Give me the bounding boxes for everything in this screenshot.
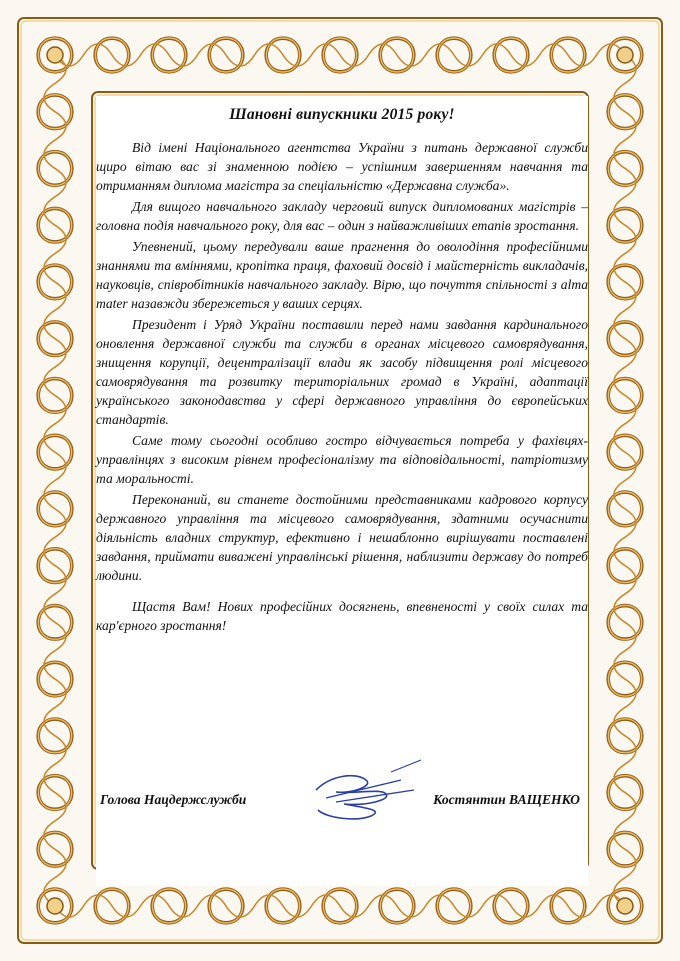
paragraph-4: Президент і Уряд України поставили перед нами завдання кардинального оновлення державної служби та служби в органах місцевого самоврядування, знищення корупції, децентралізації влади як засобу підвищення ролі місцевого самоврядування та розвитку територіальних громад в Україні, адаптації українського законодавства у сфері державного управління до європейських стандартів. <box>96 317 588 427</box>
signer-position: Голова Нацдержслужби <box>100 792 247 807</box>
paragraph-6: Переконаний, ви станете достойними представниками кадрового корпусу державного управління та місцевого самоврядування, здатними осучаснити діяльність владних структур, ефективно і нешаблонно вирішувати поставлені завдання, приймати виважені управлінські рішення, наблизити державу до потреб людини. <box>96 492 588 583</box>
paragraph-2: Для вищого навчального закладу черговий випуск дипломованих магістрів – головна подія навчального року, для вас – один з найважливіших етапів зростання. <box>96 199 588 233</box>
letter-title: Шановні випускники 2015 року! <box>229 106 455 123</box>
closing-wishes: Щастя Вам! Нових професійних досягнень, впевненості у своїх силах та кар'єрного зростання! <box>96 599 588 633</box>
signer-name: Костянтин ВАЩЕНКО <box>433 792 580 807</box>
handwritten-signature-icon <box>296 750 426 840</box>
paragraph-3: Упевнений, цьому передували ваше прагнення до оволодіння професійними знаннями та вміннями, кропітка праця, фаховий досвід і майстерність викладачів, науковців, співробітників навчального закладу. Вірю, що почуття спільності з alma mater назавжди збережеться у ваших серцях. <box>96 239 588 311</box>
letter-body <box>96 96 588 886</box>
paragraph-5: Саме тому сьогодні особливо гостро відчувається потреба у фахівцях-управлінцях з високим рівнем професіоналізму та відповідальності, патріотизму та моральності. <box>96 433 588 486</box>
signature-row <box>96 786 588 846</box>
paragraph-1: Від імені Національного агентства України з питань державної служби щиро вітаю вас зі знаменною подією – успішним завершенням навчання та отриманням диплома магістра за спеціальністю «Державна служба». <box>96 140 588 193</box>
